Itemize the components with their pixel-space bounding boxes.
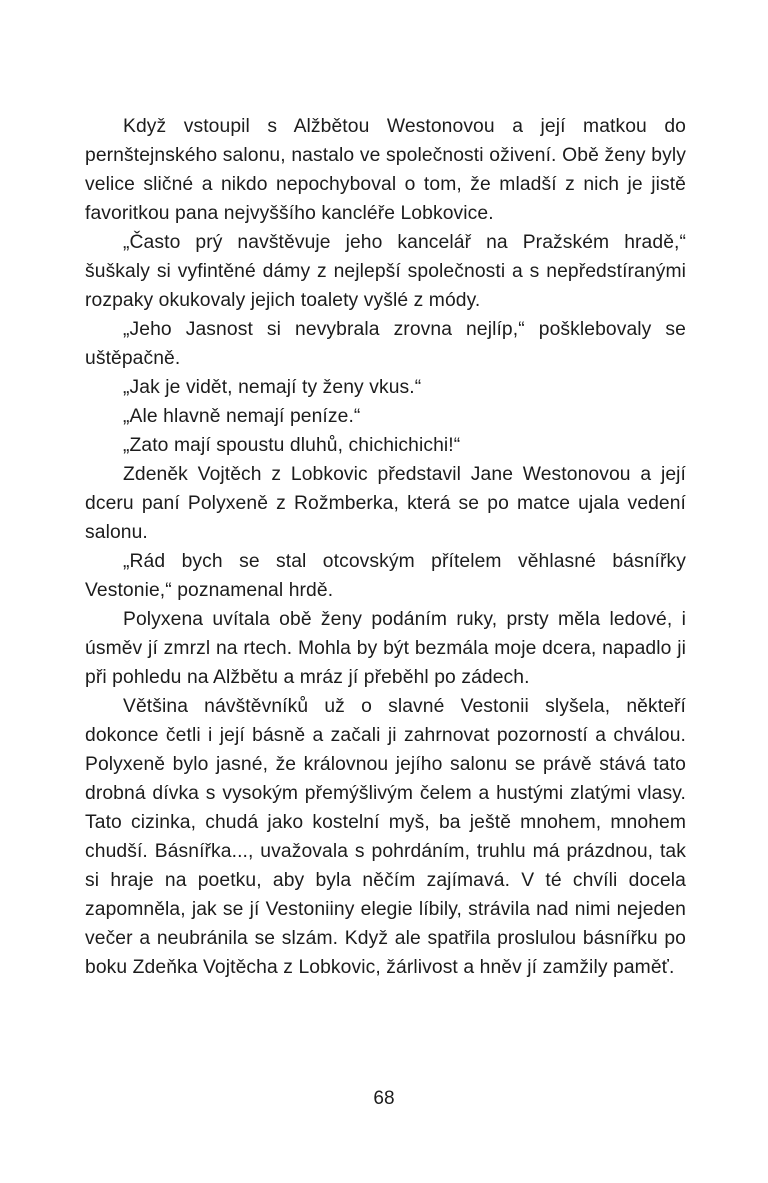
paragraph: Když vstoupil s Alžbětou Westonovou a její matkou do pernštejnského salonu, nastalo ve společnosti oživení. Obě ženy byly velice sličné a nikdo nepochyboval o tom, že mladší z nich je jistě favoritkou pana nejvyššího kancléře Lobkovice.: [85, 116, 686, 224]
paragraph: „Často prý navštěvuje jeho kancelář na Pražském hradě,“ šuškaly si vyfintěné dámy z nejlepší společnosti a s nepředstíranými rozpaky okukovaly jejich toalety vyšlé z módy.: [85, 232, 686, 311]
body-text: [85, 112, 686, 982]
page-number: 68: [373, 1088, 395, 1109]
paragraph: „Jeho Jasnost si nevybrala zrovna nejlíp,“ pošklebovaly se uštěpačně.: [85, 319, 686, 369]
paragraph: „Zato mají spoustu dluhů, chichichichi!“: [123, 435, 461, 456]
paragraph: Zdeněk Vojtěch z Lobkovic představil Jane Westonovou a její dceru paní Polyxeně z Rožmberka, která se po matce ujala vedení salonu.: [85, 464, 686, 543]
paragraph: „Jak je vidět, nemají ty ženy vkus.“: [123, 377, 422, 398]
paragraph: „Ale hlavně nemají peníze.“: [123, 406, 361, 427]
paragraph: „Rád bych se stal otcovským přítelem věhlasné básnířky Vestonie,“ poznamenal hrdě.: [85, 551, 686, 601]
paragraph: Polyxena uvítala obě ženy podáním ruky, prsty měla ledové, i úsměv jí zmrzl na rtech. Mohla by být bezmála moje dcera, napadlo ji při pohledu na Alžbětu a mráz jí přeběhl po zádech.: [85, 609, 686, 688]
paragraph: Většina návštěvníků už o slavné Vestonii slyšela, někteří dokonce četli i její básně a začali ji zahrnovat pozorností a chválou. Polyxeně bylo jasné, že královnou jejího salonu se právě stává tato drobná dívka s vysokým přemýšlivým čelem a hustými zlatými vlasy. Tato cizinka, chudá jako kostelní myš, ba ještě mnohem, mnohem chudší. Básnířka..., uvažovala s pohrdáním, truhlu má prázdnou, tak si hraje na poetku, aby byla něčím zajímavá. V té chvíli docela zapomněla, jak se jí Vestoniiny elegie líbily, strávila nad nimi nejeden večer a neubránila se slzám. Když ale spatřila proslulou básnířku po boku Zdeňka Vojtěcha z Lobkovic, žárlivost a hněv jí zamžily paměť.: [85, 696, 686, 978]
